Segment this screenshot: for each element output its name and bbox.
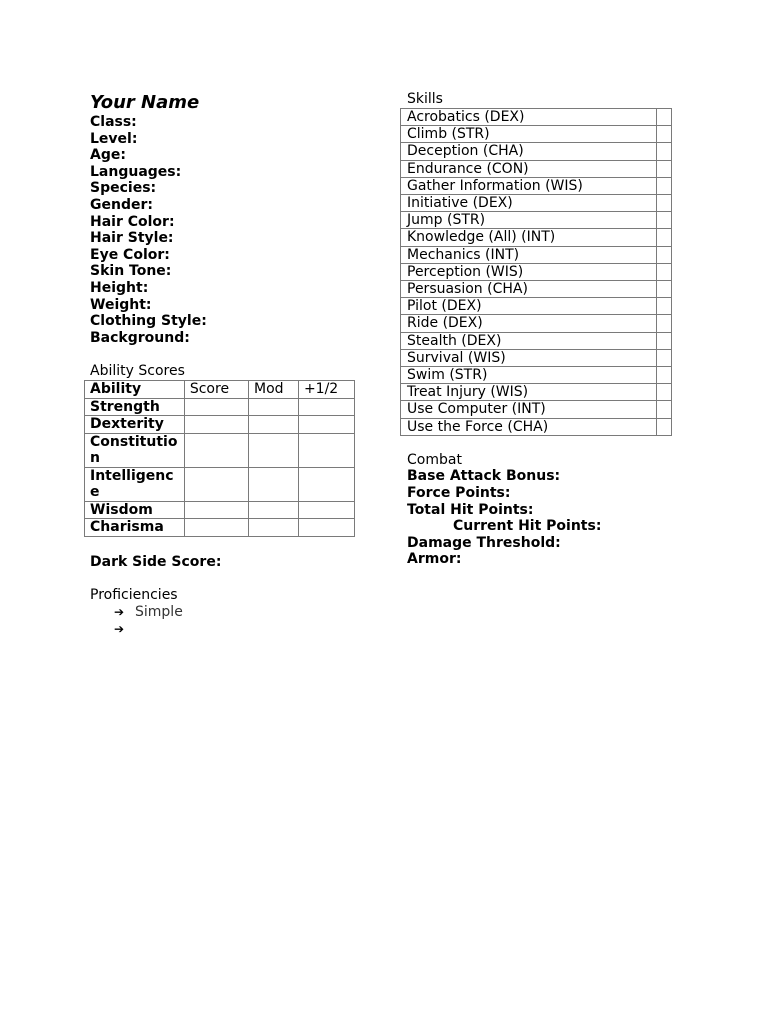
field-age[interactable]: Age: <box>90 147 126 164</box>
ability-row <box>85 519 355 537</box>
skill-value-cell[interactable] <box>657 263 672 280</box>
field-species[interactable]: Species: <box>90 180 157 197</box>
ability-score-cell[interactable] <box>184 433 248 467</box>
ability-name: Strength <box>85 398 185 416</box>
table-row <box>401 315 672 332</box>
spacer <box>90 537 360 554</box>
skill-name: Acrobatics (DEX) <box>401 109 657 126</box>
field-languages[interactable]: Languages: <box>90 163 182 180</box>
skill-name: Pilot (DEX) <box>401 298 657 315</box>
ability-scores-title: Ability Scores <box>90 363 185 380</box>
ability-row <box>85 501 355 519</box>
skill-value-cell[interactable] <box>657 349 672 366</box>
table-row <box>401 195 672 212</box>
ability-score-cell[interactable] <box>184 501 248 519</box>
table-row <box>401 212 672 229</box>
field-hair-color[interactable]: Hair Color: <box>90 213 175 230</box>
table-row <box>401 246 672 263</box>
field-gender[interactable]: Gender: <box>90 196 153 213</box>
skills-title: Skills <box>407 91 443 107</box>
damage-threshold-label[interactable]: Damage Threshold: <box>407 534 561 551</box>
skill-value-cell[interactable] <box>657 177 672 194</box>
skill-value-cell[interactable] <box>657 109 672 126</box>
field-weight[interactable]: Weight: <box>90 296 152 313</box>
skill-value-cell[interactable] <box>657 246 672 263</box>
ability-name: Charisma <box>85 519 185 537</box>
skill-name: Initiative (DEX) <box>401 195 657 212</box>
ability-row <box>85 467 355 501</box>
table-row <box>401 177 672 194</box>
skill-name: Treat Injury (WIS) <box>401 384 657 401</box>
ability-header-ability: Ability <box>85 381 185 399</box>
skill-value-cell[interactable] <box>657 195 672 212</box>
current-hit-points-label[interactable]: Current Hit Points: <box>453 518 602 535</box>
skill-name: Stealth (DEX) <box>401 332 657 349</box>
arrow-right-icon: ➔ <box>114 622 125 637</box>
ability-half-cell[interactable] <box>298 416 354 434</box>
character-name-title[interactable]: Your Name <box>90 92 200 113</box>
ability-score-cell[interactable] <box>184 416 248 434</box>
table-row <box>401 229 672 246</box>
skill-value-cell[interactable] <box>657 401 672 418</box>
skill-name: Jump (STR) <box>401 212 657 229</box>
table-row <box>401 384 672 401</box>
skill-name: Deception (CHA) <box>401 143 657 160</box>
skill-value-cell[interactable] <box>657 143 672 160</box>
total-hit-points-label[interactable]: Total Hit Points: <box>407 501 534 518</box>
spacer <box>90 346 360 363</box>
table-row <box>401 418 672 435</box>
table-row <box>401 263 672 280</box>
field-height[interactable]: Height: <box>90 279 149 296</box>
skills-table-body <box>401 109 672 436</box>
ability-name: Intelligence <box>85 467 185 501</box>
ability-score-cell[interactable] <box>184 398 248 416</box>
field-hair-style[interactable]: Hair Style: <box>90 230 174 247</box>
ability-scores-table <box>84 380 355 537</box>
field-background[interactable]: Background: <box>90 329 190 346</box>
field-clothing-style[interactable]: Clothing Style: <box>90 313 207 330</box>
ability-header-mod: Mod <box>249 381 299 399</box>
skill-value-cell[interactable] <box>657 126 672 143</box>
ability-row <box>85 416 355 434</box>
ability-row <box>85 398 355 416</box>
skill-name: Use the Force (CHA) <box>401 418 657 435</box>
skill-name: Ride (DEX) <box>401 315 657 332</box>
list-item[interactable] <box>114 621 360 638</box>
ability-name: Constitution <box>85 433 185 467</box>
skill-name: Gather Information (WIS) <box>401 177 657 194</box>
skills-table <box>400 108 672 436</box>
ability-score-cell[interactable] <box>184 519 248 537</box>
arrow-right-icon: ➔ <box>114 605 125 620</box>
ability-row <box>85 433 355 467</box>
skill-name: Climb (STR) <box>401 126 657 143</box>
skill-name: Survival (WIS) <box>401 349 657 366</box>
ability-mod-cell[interactable] <box>249 519 299 537</box>
ability-mod-cell[interactable] <box>249 398 299 416</box>
ability-half-cell[interactable] <box>298 467 354 501</box>
field-class[interactable]: Class: <box>90 114 137 130</box>
table-row <box>401 332 672 349</box>
ability-mod-cell[interactable] <box>249 433 299 467</box>
field-level[interactable]: Level: <box>90 130 138 147</box>
spacer <box>90 570 360 587</box>
ability-name: Wisdom <box>85 501 185 519</box>
proficiencies-title: Proficiencies <box>90 587 178 604</box>
skill-value-cell[interactable] <box>657 160 672 177</box>
skill-name: Endurance (CON) <box>401 160 657 177</box>
armor-label[interactable]: Armor: <box>407 551 462 568</box>
ability-mod-cell[interactable] <box>249 416 299 434</box>
ability-half-cell[interactable] <box>298 433 354 467</box>
ability-header-score: Score <box>184 381 248 399</box>
skill-name: Persuasion (CHA) <box>401 281 657 298</box>
combat-section <box>400 452 672 568</box>
force-points-label[interactable]: Force Points: <box>407 485 511 502</box>
field-eye-color[interactable]: Eye Color: <box>90 246 170 263</box>
skill-value-cell[interactable] <box>657 281 672 298</box>
dark-side-score-label[interactable]: Dark Side Score: <box>90 553 222 570</box>
table-row <box>401 126 672 143</box>
table-row <box>401 298 672 315</box>
ability-score-cell[interactable] <box>184 467 248 501</box>
ability-half-cell[interactable] <box>298 398 354 416</box>
skills-combat-column <box>400 90 672 568</box>
proficiencies-list <box>90 604 360 638</box>
ability-header-row <box>85 381 355 399</box>
table-row <box>401 143 672 160</box>
skill-name: Knowledge (All) (INT) <box>401 229 657 246</box>
proficiency-text: Simple <box>135 604 183 621</box>
base-attack-bonus-label[interactable]: Base Attack Bonus: <box>407 468 561 485</box>
character-column <box>90 92 360 638</box>
skill-value-cell[interactable] <box>657 212 672 229</box>
skill-value-cell[interactable] <box>657 298 672 315</box>
table-row <box>401 109 672 126</box>
skill-value-cell[interactable] <box>657 367 672 384</box>
skill-name: Use Computer (INT) <box>401 401 657 418</box>
skill-value-cell[interactable] <box>657 384 672 401</box>
list-item[interactable] <box>114 604 360 621</box>
table-row <box>401 401 672 418</box>
skill-value-cell[interactable] <box>657 418 672 435</box>
ability-mod-cell[interactable] <box>249 501 299 519</box>
ability-mod-cell[interactable] <box>249 467 299 501</box>
ability-half-cell[interactable] <box>298 501 354 519</box>
ability-header-half: +1/2 <box>298 381 354 399</box>
combat-title: Combat <box>407 451 462 468</box>
skill-name: Swim (STR) <box>401 367 657 384</box>
table-row <box>401 349 672 366</box>
skill-value-cell[interactable] <box>657 315 672 332</box>
ability-name: Dexterity <box>85 416 185 434</box>
skill-value-cell[interactable] <box>657 229 672 246</box>
table-row <box>401 367 672 384</box>
skill-value-cell[interactable] <box>657 332 672 349</box>
table-row <box>401 160 672 177</box>
table-row <box>401 281 672 298</box>
ability-half-cell[interactable] <box>298 519 354 537</box>
skill-name: Perception (WIS) <box>401 263 657 280</box>
skill-name: Mechanics (INT) <box>401 246 657 263</box>
character-fields <box>90 114 360 346</box>
field-skin-tone[interactable]: Skin Tone: <box>90 263 172 280</box>
